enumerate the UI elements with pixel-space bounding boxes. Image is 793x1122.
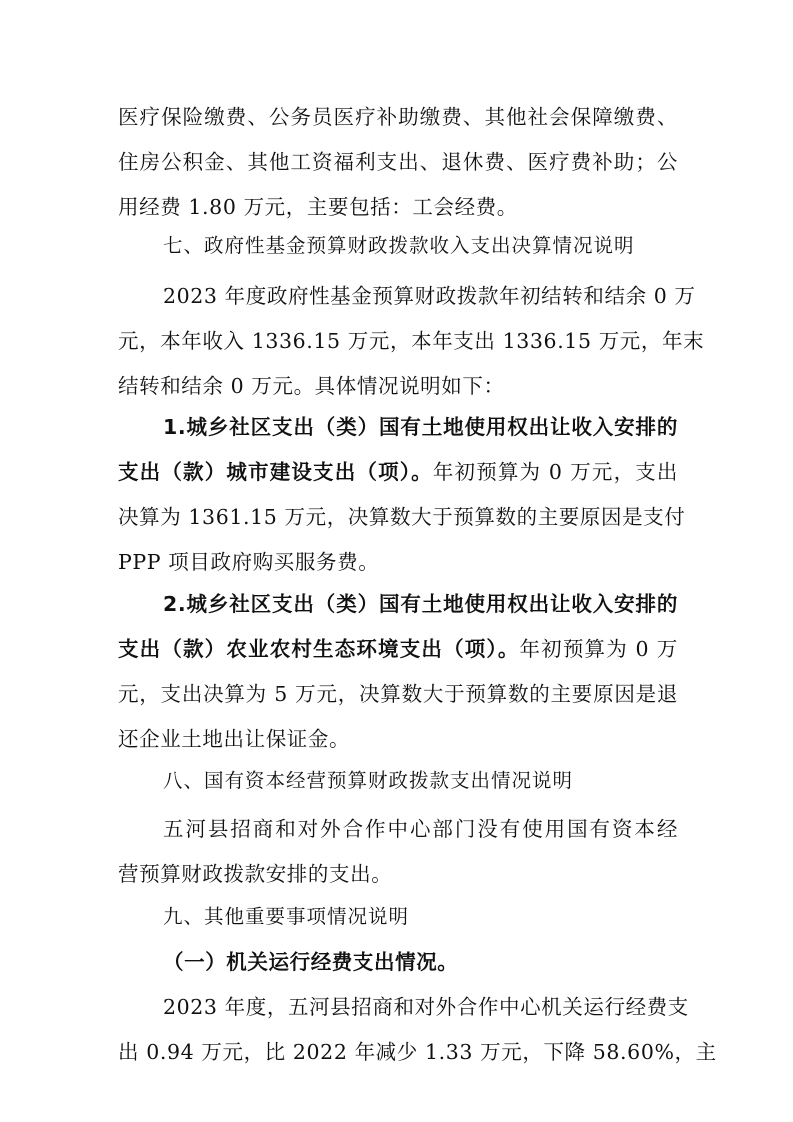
paragraph-line: 营预算财政拨款安排的支出。 (118, 862, 393, 886)
paragraph-line: 还企业土地出让保证金。 (118, 727, 351, 751)
section-heading-7: 七、政府性基金预算财政拨款收入支出决算情况说明 (163, 234, 635, 257)
item-title-bold: 支出（款）农业农村生态环境支出（项）。 (118, 637, 520, 661)
section-heading-9: 九、其他重要事项情况说明 (163, 905, 410, 928)
paragraph-line: 出 0.94 万元，比 2022 年减少 1.33 万元，下降 58.60%，主 (118, 1040, 717, 1064)
item-title-line (118, 635, 678, 663)
paragraph-line: 医疗保险缴费、公务员医疗补助缴费、其他社会保障缴费、 (118, 105, 678, 129)
section-heading-8: 八、国有资本经营预算财政拨款支出情况说明 (163, 769, 574, 792)
paragraph-line: 2023 年度，五河县招商和对外合作中心机关运行经费支 (163, 995, 689, 1019)
paragraph-line: 用经费 1.80 万元，主要包括：工会经费。 (118, 195, 518, 219)
paragraph-line: PPP 项目政府购买服务费。 (118, 550, 380, 574)
item-text: 年初预算为 0 万 (519, 637, 678, 661)
item-title: 2.城乡社区支出（类）国有土地使用权出让收入安排的 (163, 592, 678, 616)
paragraph-line: 2023 年度政府性基金预算财政拨款年初结转和结余 0 万 (163, 284, 696, 308)
paragraph-line: 元，支出决算为 5 万元，决算数大于预算数的主要原因是退 (118, 682, 678, 706)
paragraph-line: 结转和结余 0 万元。具体情况说明如下： (118, 374, 505, 398)
paragraph-line: 元，本年收入 1336.15 万元，本年支出 1336.15 万元，年末 (118, 329, 705, 353)
item-text: 年初预算为 0 万元，支出 (432, 460, 679, 484)
subsection-heading: （一）机关运行经费支出情况。 (163, 950, 459, 974)
item-title: 1.城乡社区支出（类）国有土地使用权出让收入安排的 (163, 415, 678, 439)
paragraph-line: 决算为 1361.15 万元，决算数大于预算数的主要原因是支付 (118, 505, 686, 529)
item-title-line (118, 458, 678, 486)
paragraph-line: 五河县招商和对外合作中心部门没有使用国有资本经 (163, 817, 678, 841)
paragraph-line: 住房公积金、其他工资福利支出、退休费、医疗费补助；公 (118, 150, 678, 174)
item-title-bold: 支出（款）城市建设支出（项）。 (118, 460, 433, 484)
